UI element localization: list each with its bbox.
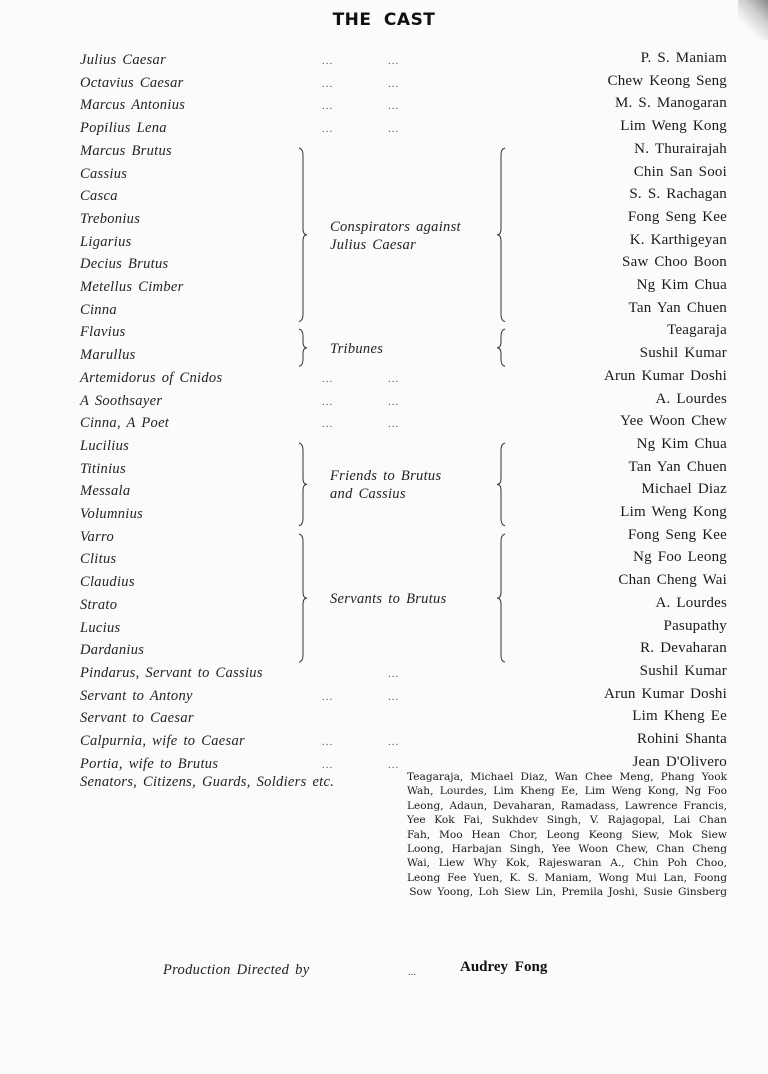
- leader-dots: ...: [322, 372, 334, 385]
- cast-actor: Chew Keong Seng: [607, 72, 727, 89]
- cast-role: Lucius: [80, 619, 121, 636]
- cast-role: Clitus: [80, 551, 117, 568]
- closing-brace-icon: [298, 533, 308, 663]
- cast-actor: R. Devaharan: [640, 640, 727, 657]
- cast-actor: Pasupathy: [663, 617, 727, 634]
- cast-role: Cassius: [80, 165, 128, 182]
- cast-actor: Michael Diaz: [641, 481, 727, 498]
- cast-actor: M. S. Manogaran: [615, 95, 727, 112]
- cast-actor: Yee Woon Chew: [620, 413, 727, 430]
- leader-dots: ...: [388, 55, 400, 67]
- group-label: [330, 467, 441, 503]
- group-label: [330, 590, 447, 608]
- cast-role: Cinna, A Poet: [80, 415, 170, 432]
- director-dots: ...: [408, 966, 417, 978]
- cast-role: Claudius: [80, 574, 135, 591]
- cast-actor: Saw Choo Boon: [622, 254, 727, 271]
- extras-role: Senators, Citizens, Guards, Soldiers etc.: [80, 774, 335, 790]
- cast-actor: Tan Yan Chuen: [628, 458, 727, 475]
- leader-dots: ...: [322, 418, 334, 431]
- cast-role: Marcus Brutus: [80, 142, 172, 159]
- cast-actor: Sushil Kumar: [639, 662, 727, 679]
- director-name: Audrey Fong: [460, 959, 548, 975]
- leader-dots: ...: [322, 55, 334, 67]
- cast-role: Julius Caesar: [80, 52, 167, 68]
- cast-role: Metellus Cimber: [80, 279, 184, 295]
- cast-role: Varro: [80, 528, 114, 545]
- cast-role: Lucilius: [80, 437, 130, 454]
- extras-actors: Teagaraja, Michael Diaz, Wan Chee Meng, Phang Yook Wah, Lourdes, Lim Kheng Ee, Lim Weng Kong, Ng Foo Leong, Adaun, Devaharan, Ramadass, Lawrence Francis, Yee Kok Fai, Sukhdev Singh, V. Rajagopal, Lai Chan Fah, Moo Hean Chor, Leong Keong Siew, Mok Siew Loong, Harbajan Singh, Yee Woon Chew, Chan Cheng Wai, Liew Why Kok, Rajeswaran A., Chin Poh Choo, Leong Fee Yuen, K. S. Maniam, Wong Mui Lan, Foong Sow Yoong, Loh Siew Lin, Premila Joshi, Susie Ginsberg: [407, 771, 727, 899]
- cast-actor: Arun Kumar Doshi: [603, 367, 727, 384]
- cast-actor: Lim Weng Kong: [620, 504, 727, 520]
- cast-actor: P. S. Maniam: [640, 50, 727, 66]
- cast-role: Artemidorus of Cnidos: [80, 369, 223, 386]
- cast-role: Cinna: [80, 301, 117, 318]
- opening-brace-icon: [496, 533, 506, 663]
- cast-actor: Fong Seng Kee: [627, 208, 727, 225]
- closing-brace-icon: [298, 147, 308, 323]
- cast-role: Portia, wife to Brutus: [80, 755, 219, 772]
- leader-dots: ...: [388, 100, 400, 113]
- cast-actor: Jean D'Olivero: [632, 753, 727, 770]
- leader-dots: ...: [388, 758, 400, 771]
- group-label-line: Servants to Brutus: [330, 590, 447, 607]
- leader-dots: ...: [322, 690, 334, 703]
- leader-dots: ...: [388, 123, 400, 136]
- cast-role: Strato: [80, 596, 118, 613]
- cast-role: Popilius Lena: [80, 120, 167, 137]
- cast-actor: Ng Kim Chua: [636, 277, 727, 293]
- cast-role: Titinius: [80, 460, 126, 477]
- cast-role: Ligarius: [80, 233, 132, 250]
- group-label-line: and Cassius: [330, 486, 406, 503]
- cast-actor: Sushil Kumar: [639, 345, 727, 362]
- leader-dots: ...: [388, 77, 400, 90]
- leader-dots: ...: [322, 77, 334, 90]
- cast-role: Marullus: [80, 347, 136, 364]
- cast-actor: Lim Kheng Ee: [632, 708, 727, 725]
- group-label: [330, 218, 461, 254]
- cast-role: Marcus Antonius: [80, 97, 186, 114]
- closing-brace-icon: [298, 442, 308, 527]
- cast-role: Casca: [80, 188, 118, 205]
- cast-role: Decius Brutus: [80, 256, 169, 273]
- cast-actor: K. Karthigeyan: [629, 231, 727, 248]
- cast-role: A Soothsayer: [80, 392, 163, 409]
- group-label: [330, 340, 383, 358]
- cast-actor: A. Lourdes: [655, 594, 727, 611]
- leader-dots: ...: [388, 372, 400, 385]
- closing-brace-icon: [298, 328, 308, 367]
- cast-actor: Teagaraja: [667, 322, 727, 339]
- group-label-line: Friends to Brutus: [330, 468, 442, 485]
- director-label: Production Directed by: [163, 962, 310, 978]
- leader-dots: ...: [388, 667, 400, 680]
- group-label-line: Tribunes: [330, 341, 384, 358]
- cast-role: Flavius: [80, 324, 126, 341]
- cast-role: Volumnius: [80, 506, 144, 522]
- cast-role: Dardanius: [80, 642, 145, 659]
- cast-actor: Rohini Shanta: [636, 731, 727, 747]
- group-label-line: Conspirators against: [330, 218, 461, 235]
- leader-dots: ...: [322, 758, 334, 771]
- cast-actor: A. Lourdes: [655, 390, 727, 407]
- cast-actor: Chin San Sooi: [633, 163, 727, 180]
- opening-brace-icon: [496, 442, 506, 527]
- cast-actor: N. Thurairajah: [634, 140, 727, 157]
- cast-actor: Arun Kumar Doshi: [603, 685, 727, 702]
- cast-actor: Lim Weng Kong: [620, 118, 727, 135]
- leader-dots: ...: [388, 418, 400, 431]
- cast-role: Servant to Antony: [80, 687, 193, 704]
- page-title: THE CAST: [332, 10, 436, 30]
- leader-dots: ...: [322, 100, 334, 113]
- cast-actor: S. S. Rachagan: [629, 186, 727, 203]
- opening-brace-icon: [496, 147, 506, 323]
- leader-dots: ...: [322, 123, 334, 136]
- leader-dots: ...: [322, 395, 334, 408]
- leader-dots: ...: [322, 736, 334, 748]
- group-label-line: Julius Caesar: [330, 236, 417, 253]
- opening-brace-icon: [496, 328, 506, 367]
- leader-dots: ...: [388, 690, 400, 703]
- cast-role: Pindarus, Servant to Cassius: [80, 664, 263, 681]
- cast-role: Servant to Caesar: [80, 710, 194, 727]
- leader-dots: ...: [388, 736, 400, 748]
- cast-actor: Ng Kim Chua: [636, 435, 727, 452]
- cast-role: Trebonius: [80, 210, 141, 227]
- cast-actor: Tan Yan Chuen: [628, 299, 727, 316]
- cast-role: Octavius Caesar: [80, 74, 184, 91]
- cast-actor: Ng Foo Leong: [633, 549, 727, 566]
- cast-role: Messala: [80, 483, 131, 500]
- cast-role: Calpurnia, wife to Caesar: [80, 733, 245, 749]
- cast-actor: Chan Cheng Wai: [618, 572, 727, 589]
- leader-dots: ...: [388, 395, 400, 408]
- cast-actor: Fong Seng Kee: [627, 526, 727, 543]
